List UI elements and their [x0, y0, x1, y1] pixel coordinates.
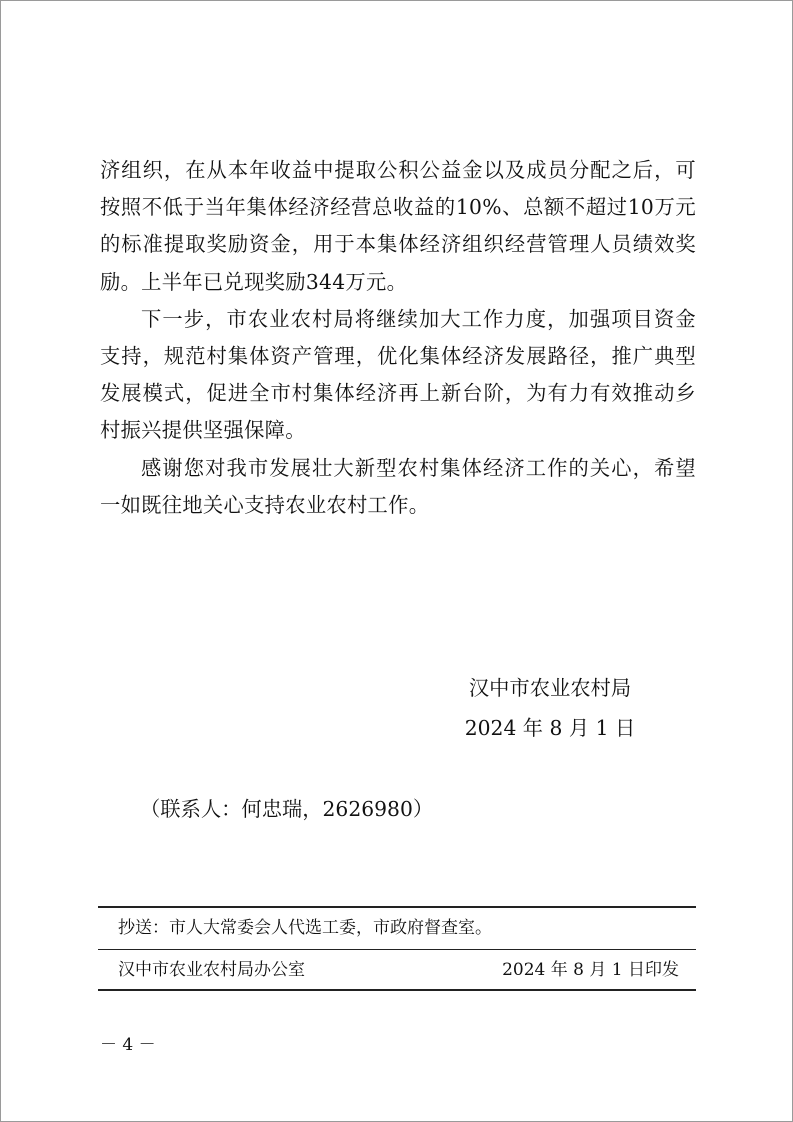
footer-rule-top — [98, 906, 696, 908]
issue-date: 2024 年 8 月 1 日印发 — [502, 960, 679, 980]
footer-rule-middle — [98, 949, 696, 950]
contact-info: （联系人：何忠瑞，2626980） — [140, 797, 434, 821]
footer-rule-bottom — [98, 989, 696, 991]
cc-line: 抄送：市人大常委会人代选工委，市政府督查室。 — [118, 918, 492, 938]
signature-organization: 汉中市农业农村局 — [468, 676, 632, 700]
paragraph-next-steps: 下一步，市农业农村局将继续加大工作力度，加强项目资金支持，规范村集体资产管理，优化集体经济发展路径，推广典型发展模式，促进全市村集体经济再上新台阶，为有力有效推动乡村振兴提供坚强保障。 — [100, 306, 696, 443]
issuing-office: 汉中市农业农村局办公室 — [118, 960, 305, 980]
letter-body — [100, 152, 696, 524]
paragraph-thanks: 感谢您对我市发展壮大新型农村集体经济工作的关心，希望一如既往地关心支持农业农村工作。 — [100, 455, 696, 517]
page-number: － 4 － — [100, 1035, 156, 1055]
paragraph-continued: 济组织，在从本年收益中提取公积公益金以及成员分配之后，可按照不低于当年集体经济经营总收益的10%、总额不超过10万元的标准提取奖励资金，用于本集体经济组织经营管理人员绩效奖励。上半年已兑现奖励344万元。 — [100, 158, 696, 294]
signature-date: 2024 年 8 月 1 日 — [464, 716, 636, 740]
